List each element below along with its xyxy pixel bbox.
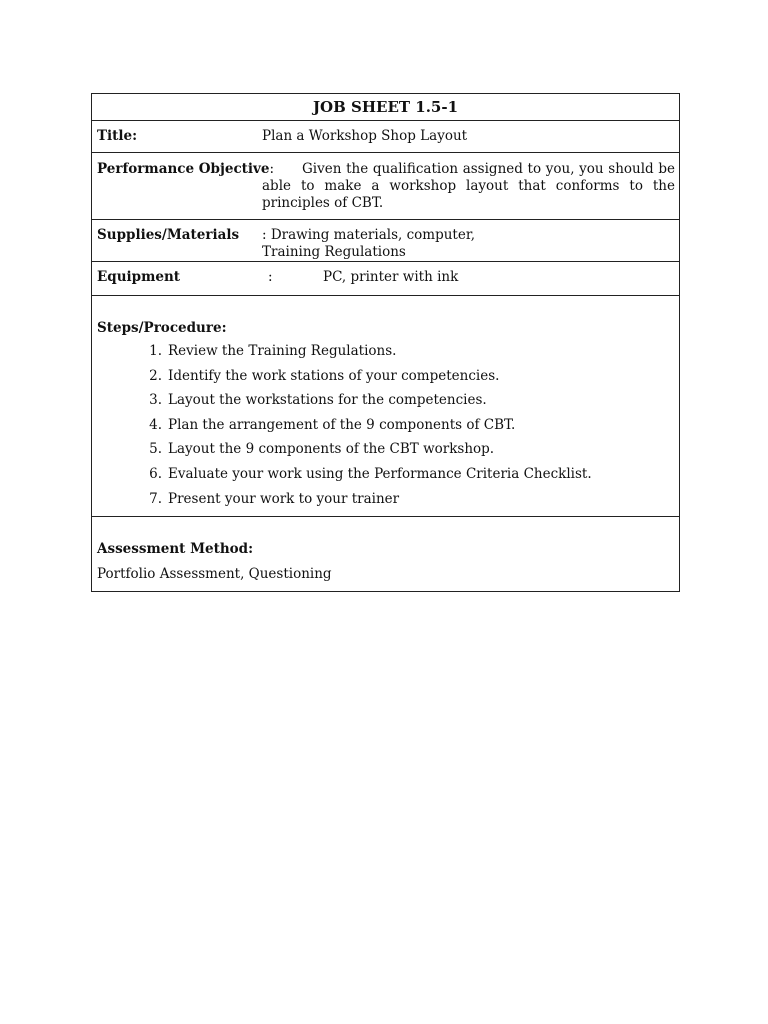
title-value: Plan a Workshop Shop Layout	[262, 128, 468, 144]
performance-objective-label: Performance Objective:	[97, 161, 275, 177]
steps-list	[119, 343, 592, 515]
list-item: 1. Review the Training Regulations.	[149, 343, 397, 359]
list-item: 3. Layout the workstations for the competencies.	[149, 392, 487, 409]
assessment-value: Portfolio Assessment, Questioning	[97, 566, 332, 582]
supplies-value-line1: : Drawing materials, computer,	[262, 227, 476, 243]
equipment-colon: :	[268, 269, 273, 285]
list-item: 7. Present your work to your trainer	[149, 490, 400, 507]
assessment-label: Assessment Method:	[97, 541, 254, 557]
job-sheet-header: JOB SHEET 1.5-1	[92, 94, 679, 121]
supplies-label: Supplies/Materials	[97, 227, 240, 243]
performance-objective-text: Given the qualification assigned to you, you should be able to make a workshop layout that conforms to the principles of CBT.	[262, 161, 675, 211]
job-sheet-table	[91, 93, 680, 592]
supplies-value-line2: Training Regulations	[262, 244, 406, 260]
list-item: 6. Evaluate your work using the Performance Criteria Checklist.	[149, 465, 592, 482]
equipment-label: Equipment	[97, 269, 181, 285]
supplies-row	[92, 220, 679, 262]
equipment-value: PC, printer with ink	[323, 269, 459, 285]
performance-colon: :	[269, 161, 275, 177]
equipment-row	[92, 262, 679, 296]
steps-label: Steps/Procedure:	[97, 320, 227, 336]
title-row	[92, 121, 679, 153]
list-item: 5. Layout the 9 components of the CBT workshop.	[149, 441, 495, 458]
steps-row	[92, 296, 679, 517]
list-item: 4. Plan the arrangement of the 9 components of CBT.	[149, 416, 516, 433]
title-label: Title:	[97, 128, 138, 144]
assessment-row	[92, 517, 679, 591]
list-item: 2. Identify the work stations of your competencies.	[149, 367, 500, 384]
performance-objective-row	[92, 153, 679, 220]
